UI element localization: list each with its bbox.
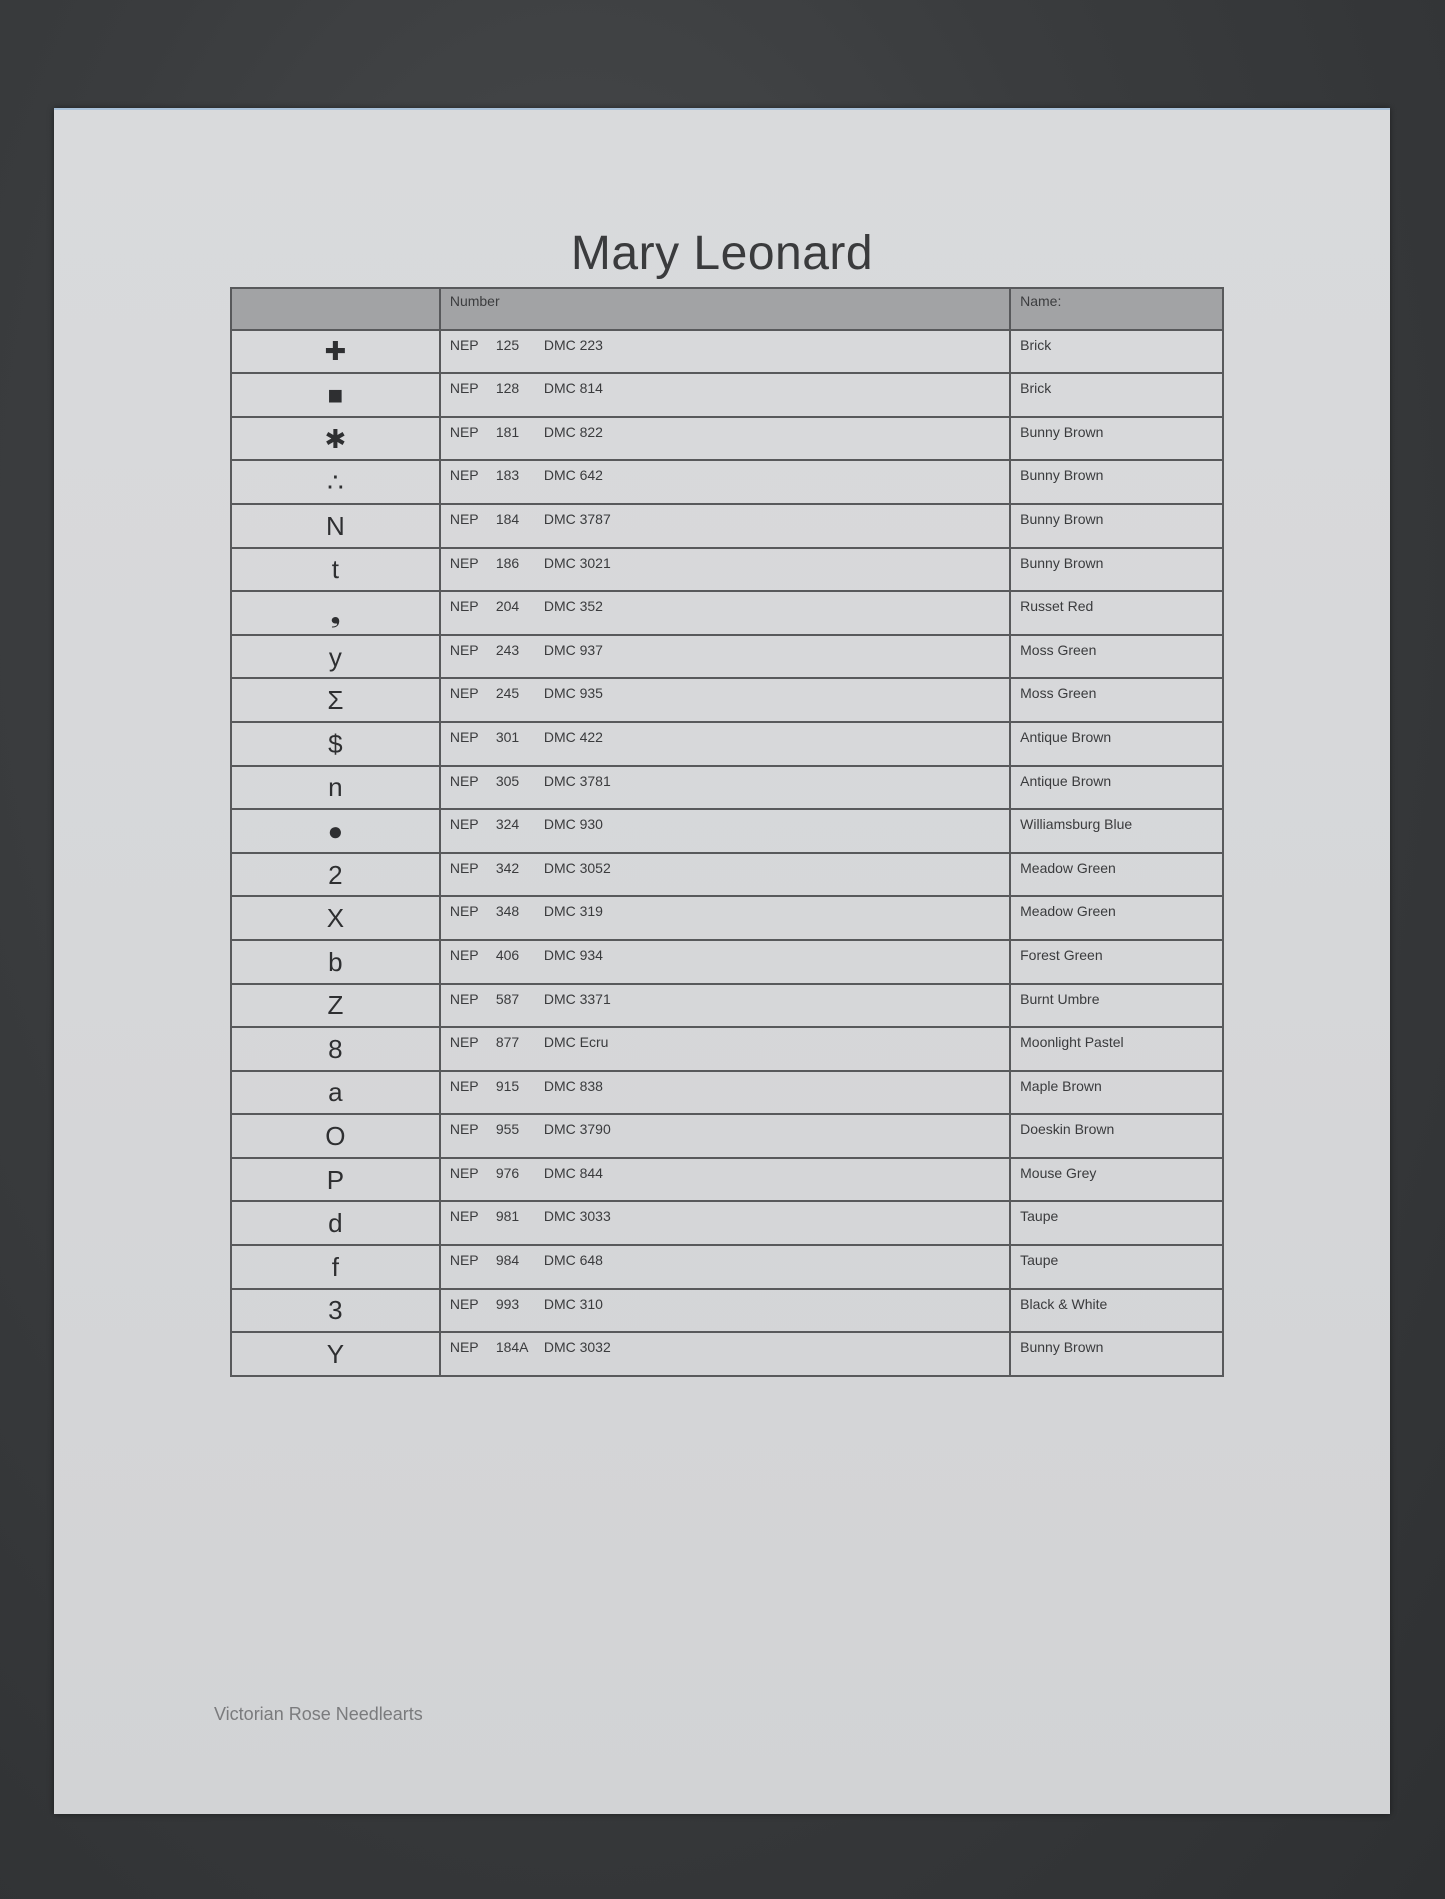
nep-label: NEP — [449, 598, 479, 615]
nep-label: NEP — [449, 1295, 479, 1312]
stitch-symbol: 2 — [231, 853, 440, 897]
color-name-cell: Moonlight Pastel — [1010, 1027, 1223, 1071]
paper-sheet — [54, 108, 1390, 1814]
thread-number-cell — [440, 940, 1010, 984]
nep-label: NEP — [449, 554, 479, 571]
nep-label: NEP — [449, 685, 479, 702]
nep-number: 125 — [495, 336, 520, 353]
stitch-symbol: Z — [231, 984, 440, 1028]
thread-number-cell — [440, 417, 1010, 461]
nep-number: 243 — [495, 641, 520, 658]
color-name-cell: Williamsburg Blue — [1010, 809, 1223, 853]
thread-number-cell — [440, 460, 1010, 504]
stitch-symbol: 8 — [231, 1027, 440, 1071]
table-row — [231, 504, 1223, 548]
nep-number: 301 — [495, 728, 520, 745]
dmc-number: DMC 934 — [543, 946, 603, 963]
dmc-number: DMC 3790 — [543, 1121, 611, 1138]
table-row — [231, 678, 1223, 722]
thread-number-cell — [440, 1201, 1010, 1245]
nep-number: 348 — [495, 903, 520, 920]
nep-number: 587 — [495, 990, 520, 1007]
nep-label: NEP — [449, 423, 479, 440]
nep-label: NEP — [449, 728, 479, 745]
stitch-symbol: 3 — [231, 1289, 440, 1333]
stitch-symbol: O — [231, 1114, 440, 1158]
table-row — [231, 1289, 1223, 1333]
stitch-symbol: y — [231, 635, 440, 679]
stitch-symbol: ∴ — [231, 460, 440, 504]
nep-label: NEP — [449, 510, 479, 527]
dmc-number: DMC 310 — [543, 1295, 603, 1312]
nep-label: NEP — [449, 1208, 479, 1225]
nep-number: 984 — [495, 1252, 520, 1269]
stitch-symbol: ● — [231, 809, 440, 853]
nep-number: 406 — [495, 946, 520, 963]
nep-number: 915 — [495, 1077, 520, 1094]
table-row — [231, 940, 1223, 984]
name-column-header: Name: — [1010, 288, 1223, 330]
stitch-symbol: d — [231, 1201, 440, 1245]
dmc-number: DMC Ecru — [543, 1034, 609, 1051]
table-row — [231, 1114, 1223, 1158]
color-name-cell: Antique Brown — [1010, 722, 1223, 766]
thread-number-cell — [440, 1071, 1010, 1115]
thread-number-cell — [440, 853, 1010, 897]
color-name-cell: Doeskin Brown — [1010, 1114, 1223, 1158]
dmc-number: DMC 642 — [543, 467, 603, 484]
stitch-symbol: $ — [231, 722, 440, 766]
table-row — [231, 460, 1223, 504]
thread-number-cell — [440, 330, 1010, 374]
stitch-symbol: ✚ — [231, 330, 440, 374]
nep-number: 186 — [495, 554, 520, 571]
nep-number: 955 — [495, 1121, 520, 1138]
color-name-cell: Bunny Brown — [1010, 1332, 1223, 1376]
color-name-cell: Bunny Brown — [1010, 460, 1223, 504]
dmc-number: DMC 352 — [543, 598, 603, 615]
table-row — [231, 853, 1223, 897]
color-name-cell: Antique Brown — [1010, 766, 1223, 810]
thread-number-cell — [440, 635, 1010, 679]
nep-label: NEP — [449, 1121, 479, 1138]
table-body — [231, 330, 1223, 1376]
thread-number-cell — [440, 1114, 1010, 1158]
footer-brand: Victorian Rose Needlearts — [214, 1704, 423, 1724]
thread-key-table — [230, 287, 1224, 1377]
nep-label: NEP — [449, 1034, 479, 1051]
color-name-cell: Brick — [1010, 330, 1223, 374]
nep-number: 981 — [495, 1208, 520, 1225]
dmc-number: DMC 3052 — [543, 859, 611, 876]
stitch-symbol: X — [231, 896, 440, 940]
stitch-symbol: Y — [231, 1332, 440, 1376]
table-row — [231, 417, 1223, 461]
nep-label: NEP — [449, 772, 479, 789]
stitch-symbol: N — [231, 504, 440, 548]
color-name-cell: Maple Brown — [1010, 1071, 1223, 1115]
color-name-cell: Russet Red — [1010, 591, 1223, 635]
nep-number: 204 — [495, 598, 520, 615]
dmc-number: DMC 3371 — [543, 990, 611, 1007]
color-name-cell: Moss Green — [1010, 635, 1223, 679]
nep-label: NEP — [449, 903, 479, 920]
page-title: Mary Leonard — [570, 227, 874, 280]
nep-number: 128 — [495, 380, 520, 397]
thread-number-cell — [440, 678, 1010, 722]
nep-label: NEP — [449, 467, 479, 484]
table-row — [231, 1245, 1223, 1289]
stitch-symbol: t — [231, 548, 440, 592]
table-row — [231, 1071, 1223, 1115]
thread-number-cell — [440, 809, 1010, 853]
nep-number: 245 — [495, 685, 520, 702]
nep-number: 184A — [495, 1339, 529, 1356]
nep-number: 324 — [495, 816, 520, 833]
dmc-number: DMC 822 — [543, 423, 603, 440]
stitch-symbol: ✱ — [231, 417, 440, 461]
nep-label: NEP — [449, 1339, 479, 1356]
thread-number-cell — [440, 1289, 1010, 1333]
color-name-cell: Forest Green — [1010, 940, 1223, 984]
table-row — [231, 635, 1223, 679]
stitch-symbol: ■ — [231, 373, 440, 417]
thread-number-cell — [440, 1245, 1010, 1289]
dmc-number: DMC 935 — [543, 685, 603, 702]
table-row — [231, 1201, 1223, 1245]
table-row — [231, 722, 1223, 766]
number-column-header: Number — [440, 288, 1010, 330]
stitch-symbol: n — [231, 766, 440, 810]
table-row — [231, 1027, 1223, 1071]
thread-number-cell — [440, 373, 1010, 417]
thread-number-cell — [440, 1332, 1010, 1376]
color-name-cell: Taupe — [1010, 1245, 1223, 1289]
nep-number: 184 — [495, 510, 520, 527]
table-row — [231, 766, 1223, 810]
dmc-number: DMC 648 — [543, 1252, 603, 1269]
dmc-number: DMC 3781 — [543, 772, 611, 789]
dmc-number: DMC 3032 — [543, 1339, 611, 1356]
color-name-cell: Brick — [1010, 373, 1223, 417]
dmc-number: DMC 3033 — [543, 1208, 611, 1225]
thread-number-cell — [440, 1158, 1010, 1202]
dmc-number: DMC 937 — [543, 641, 603, 658]
dmc-number: DMC 814 — [543, 380, 603, 397]
color-name-cell: Bunny Brown — [1010, 548, 1223, 592]
thread-number-cell — [440, 984, 1010, 1028]
dmc-number: DMC 838 — [543, 1077, 603, 1094]
table-row — [231, 809, 1223, 853]
table-row — [231, 548, 1223, 592]
dmc-number: DMC 844 — [543, 1164, 603, 1181]
nep-number: 976 — [495, 1164, 520, 1181]
nep-number: 183 — [495, 467, 520, 484]
nep-label: NEP — [449, 816, 479, 833]
thread-number-cell — [440, 766, 1010, 810]
stitch-symbol: f — [231, 1245, 440, 1289]
nep-number: 305 — [495, 772, 520, 789]
color-name-cell: Bunny Brown — [1010, 417, 1223, 461]
color-name-cell: Taupe — [1010, 1201, 1223, 1245]
stitch-symbol: b — [231, 940, 440, 984]
table-row — [231, 373, 1223, 417]
table-row — [231, 591, 1223, 635]
color-name-cell: Mouse Grey — [1010, 1158, 1223, 1202]
nep-number: 993 — [495, 1295, 520, 1312]
thread-number-cell — [440, 591, 1010, 635]
dmc-number: DMC 422 — [543, 728, 603, 745]
nep-label: NEP — [449, 990, 479, 1007]
stitch-symbol: ❟ — [231, 591, 440, 635]
table-row — [231, 1158, 1223, 1202]
color-name-cell: Meadow Green — [1010, 853, 1223, 897]
thread-number-cell — [440, 896, 1010, 940]
dmc-number: DMC 3021 — [543, 554, 611, 571]
nep-number: 877 — [495, 1034, 520, 1051]
dmc-number: DMC 319 — [543, 903, 603, 920]
stitch-symbol: a — [231, 1071, 440, 1115]
nep-label: NEP — [449, 380, 479, 397]
color-name-cell: Black & White — [1010, 1289, 1223, 1333]
nep-label: NEP — [449, 1252, 479, 1269]
thread-number-cell — [440, 548, 1010, 592]
nep-label: NEP — [449, 641, 479, 658]
color-name-cell: Meadow Green — [1010, 896, 1223, 940]
stitch-symbol: Σ — [231, 678, 440, 722]
nep-label: NEP — [449, 336, 479, 353]
thread-number-cell — [440, 722, 1010, 766]
table-header-row — [231, 288, 1223, 330]
dmc-number: DMC 3787 — [543, 510, 611, 527]
table-row — [231, 1332, 1223, 1376]
symbol-column-header — [231, 288, 440, 330]
nep-number: 181 — [495, 423, 520, 440]
color-name-cell: Burnt Umbre — [1010, 984, 1223, 1028]
color-name-cell: Moss Green — [1010, 678, 1223, 722]
nep-label: NEP — [449, 1077, 479, 1094]
nep-label: NEP — [449, 859, 479, 876]
stitch-symbol: P — [231, 1158, 440, 1202]
nep-label: NEP — [449, 946, 479, 963]
table-row — [231, 984, 1223, 1028]
thread-number-cell — [440, 1027, 1010, 1071]
color-name-cell: Bunny Brown — [1010, 504, 1223, 548]
table-row — [231, 330, 1223, 374]
dmc-number: DMC 223 — [543, 336, 603, 353]
thread-number-cell — [440, 504, 1010, 548]
nep-number: 342 — [495, 859, 520, 876]
table-row — [231, 896, 1223, 940]
nep-label: NEP — [449, 1164, 479, 1181]
dmc-number: DMC 930 — [543, 816, 603, 833]
